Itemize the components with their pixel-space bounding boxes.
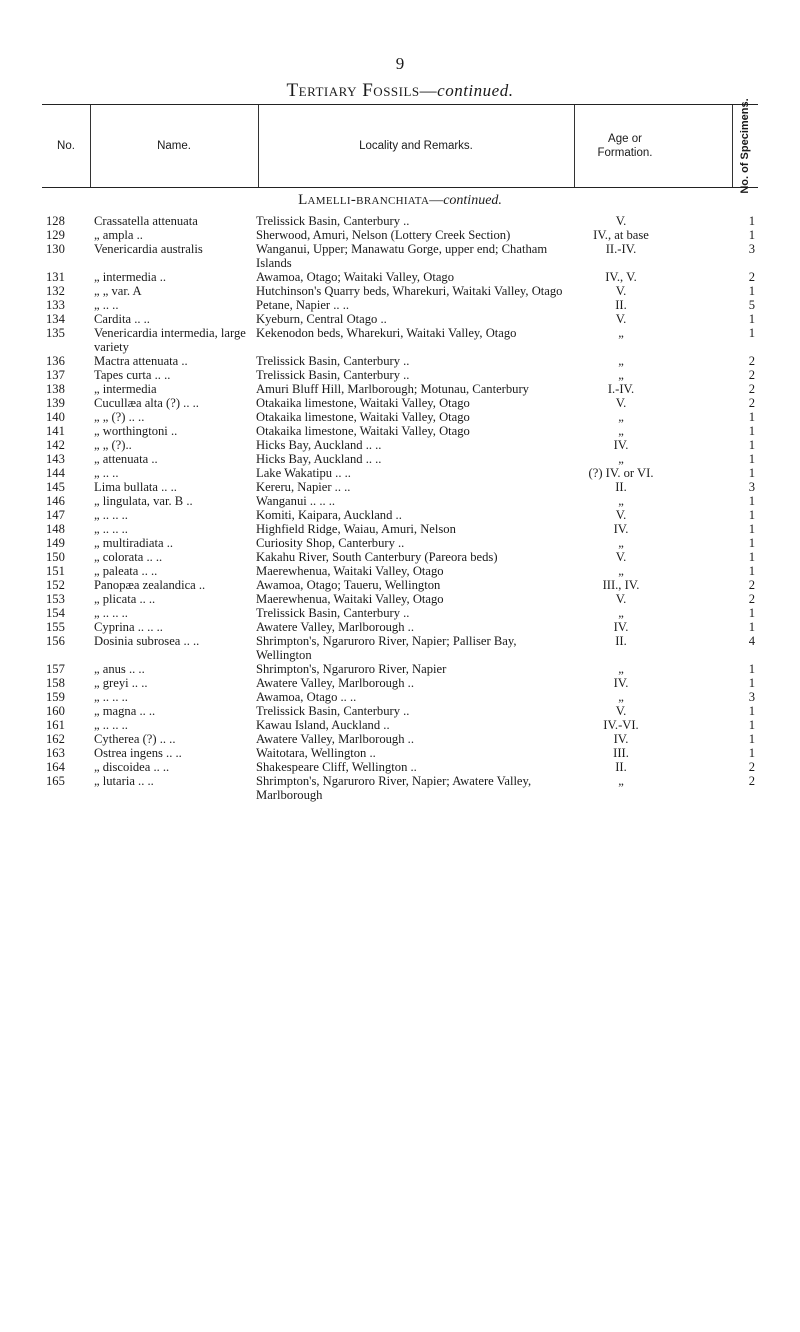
locality-remarks: Curiosity Shop, Canterbury .. <box>256 536 405 550</box>
table-row <box>42 214 758 228</box>
locality-remarks: Trelissick Basin, Canterbury .. <box>256 704 410 718</box>
specimen-count: 3 <box>748 480 755 494</box>
row-number: 137 <box>46 368 65 382</box>
specimen-count: 1 <box>748 536 755 550</box>
species-name: Venericardia australis <box>94 242 203 256</box>
table-body <box>42 214 758 802</box>
locality-remarks: Shrimpton's, Ngaruroro River, Napier; Palliser Bay, Wellington <box>256 634 517 662</box>
species-name: „ plicata .. .. <box>94 592 156 606</box>
locality-remarks: Awatere Valley, Marlborough .. <box>256 676 414 690</box>
age-formation: IV.-VI. <box>603 718 639 732</box>
header-age: Age or Formation. <box>597 133 653 159</box>
species-name: Venericardia intermedia, large variety <box>94 326 246 354</box>
age-formation: „ <box>618 494 624 508</box>
locality-remarks: Trelissick Basin, Canterbury .. <box>256 354 410 368</box>
row-number: 143 <box>46 452 65 466</box>
species-name: „ lingulata, var. B .. <box>94 494 193 508</box>
page-title: Tertiary Fossils—continued. <box>286 80 514 101</box>
locality-remarks: Petane, Napier .. .. <box>256 298 350 312</box>
species-name: Cytherea (?) .. .. <box>94 732 176 746</box>
row-number: 158 <box>46 676 65 690</box>
title-main: Tertiary Fossils <box>286 80 420 101</box>
species-name: „ greyi .. .. <box>94 676 148 690</box>
locality-remarks: Maerewhenua, Waitaki Valley, Otago <box>256 592 444 606</box>
specimen-count: 2 <box>748 774 755 788</box>
row-number: 128 <box>46 214 65 228</box>
row-number: 134 <box>46 312 65 326</box>
table-row <box>42 522 758 536</box>
specimen-count: 2 <box>748 382 755 396</box>
locality-remarks: Wanganui .. .. .. <box>256 494 336 508</box>
age-formation: V. <box>615 214 627 228</box>
table-row <box>42 438 758 452</box>
species-name: „ paleata .. .. <box>94 564 158 578</box>
table-row <box>42 746 758 760</box>
row-number: 129 <box>46 228 65 242</box>
locality-remarks: Awatere Valley, Marlborough .. <box>256 732 414 746</box>
table-row <box>42 368 758 382</box>
species-name: Mactra attenuata .. <box>94 354 188 368</box>
species-name: „ .. .. .. <box>94 606 128 620</box>
table-row <box>42 424 758 438</box>
locality-remarks: Amuri Bluff Hill, Marlborough; Motunau, Canterbury <box>256 382 529 396</box>
table-row <box>42 466 758 480</box>
row-number: 162 <box>46 732 65 746</box>
age-formation: „ <box>618 606 624 620</box>
age-formation: II. <box>615 634 627 648</box>
page-number: 9 <box>395 54 405 73</box>
age-formation: V. <box>615 396 627 410</box>
age-formation: IV. <box>613 676 629 690</box>
species-name: „ lutaria .. .. <box>94 774 154 788</box>
age-formation: II. <box>615 760 627 774</box>
locality-remarks: Lake Wakatipu .. .. <box>256 466 351 480</box>
locality-remarks: Otakaika limestone, Waitaki Valley, Otago <box>256 396 470 410</box>
row-number: 163 <box>46 746 65 760</box>
age-formation: „ <box>618 410 624 424</box>
table-row <box>42 270 758 284</box>
species-name: Crassatella attenuata <box>94 214 198 228</box>
row-number: 141 <box>46 424 65 438</box>
age-formation: „ <box>618 452 624 466</box>
locality-remarks: Wanganui, Upper; Manawatu Gorge, upper end; Chatham Islands <box>256 242 548 270</box>
specimen-count: 1 <box>748 606 755 620</box>
section-heading: Lamelli-branchiata—continued. <box>298 192 502 208</box>
specimen-count: 1 <box>748 312 755 326</box>
specimen-count: 5 <box>748 298 755 312</box>
age-formation: „ <box>618 424 624 438</box>
row-number: 136 <box>46 354 65 368</box>
locality-remarks: Awamoa, Otago .. .. <box>256 690 357 704</box>
row-number: 140 <box>46 410 65 424</box>
table-row <box>42 704 758 718</box>
locality-remarks: Trelissick Basin, Canterbury .. <box>256 368 410 382</box>
row-number: 146 <box>46 494 65 508</box>
table-row <box>42 508 758 522</box>
locality-remarks: Shrimpton's, Ngaruroro River, Napier; Awatere Valley, Marlborough <box>256 774 532 802</box>
row-number: 144 <box>46 466 65 480</box>
table-row <box>42 284 758 298</box>
row-number: 165 <box>46 774 65 788</box>
age-formation: V. <box>615 508 627 522</box>
specimen-count: 1 <box>748 438 755 452</box>
age-formation: „ <box>618 774 624 788</box>
species-name: Panopæa zealandica .. <box>94 578 206 592</box>
row-number: 157 <box>46 662 65 676</box>
specimen-count: 1 <box>748 284 755 298</box>
specimen-count: 2 <box>748 592 755 606</box>
specimen-count: 1 <box>748 466 755 480</box>
table-row <box>42 718 758 732</box>
age-formation: (?) IV. or VI. <box>588 466 654 480</box>
row-number: 147 <box>46 508 65 522</box>
age-formation: IV. <box>613 522 629 536</box>
table-row <box>42 760 758 774</box>
section-suffix: continued. <box>443 193 502 208</box>
age-formation: IV., V. <box>605 270 637 284</box>
age-formation: V. <box>615 704 627 718</box>
species-name: „ magna .. .. <box>94 704 156 718</box>
row-number: 150 <box>46 550 65 564</box>
specimen-count: 1 <box>748 732 755 746</box>
row-number: 154 <box>46 606 65 620</box>
locality-remarks: Otakaika limestone, Waitaki Valley, Otago <box>256 424 470 438</box>
species-name: „ .. .. .. <box>94 718 128 732</box>
age-formation: III., IV. <box>602 578 640 592</box>
table-row <box>42 536 758 550</box>
locality-remarks: Kyeburn, Central Otago .. <box>256 312 387 326</box>
locality-remarks: Kereru, Napier .. .. <box>256 480 351 494</box>
species-name: „ „ var. A <box>94 284 142 298</box>
specimen-count: 1 <box>748 424 755 438</box>
locality-remarks: Highfield Ridge, Waiau, Amuri, Nelson <box>256 522 456 536</box>
specimen-count: 2 <box>748 578 755 592</box>
table-row <box>42 690 758 704</box>
table-row <box>42 606 758 620</box>
locality-remarks: Waitotara, Wellington .. <box>256 746 376 760</box>
age-formation: IV., at base <box>593 228 649 242</box>
species-name: „ intermedia <box>94 382 157 396</box>
species-name: Tapes curta .. .. <box>94 368 171 382</box>
locality-remarks: Hutchinson's Quarry beds, Wharekuri, Waitaki Valley, Otago <box>256 284 563 298</box>
row-number: 161 <box>46 718 65 732</box>
row-number: 142 <box>46 438 65 452</box>
species-name: „ worthingtoni .. <box>94 424 178 438</box>
species-name: „ „ (?).. <box>94 438 132 452</box>
locality-remarks: Shrimpton's, Ngaruroro River, Napier <box>256 662 447 676</box>
species-name: Ostrea ingens .. .. <box>94 746 182 760</box>
age-formation: „ <box>618 564 624 578</box>
table-row <box>42 634 758 662</box>
row-number: 139 <box>46 396 65 410</box>
row-number: 153 <box>46 592 65 606</box>
locality-remarks: Awamoa, Otago; Waitaki Valley, Otago <box>256 270 454 284</box>
specimen-count: 2 <box>748 354 755 368</box>
header-specimens: No. of Specimens. <box>739 98 751 194</box>
species-name: „ intermedia .. <box>94 270 167 284</box>
row-number: 159 <box>46 690 65 704</box>
species-name: „ colorata .. .. <box>94 550 163 564</box>
age-formation: I.-IV. <box>607 382 635 396</box>
table-row <box>42 620 758 634</box>
row-number: 132 <box>46 284 65 298</box>
locality-remarks: Awamoa, Otago; Taueru, Wellington <box>256 578 441 592</box>
age-formation: „ <box>618 368 624 382</box>
section-main: Lamelli-branchiata <box>298 192 430 208</box>
table-row <box>42 676 758 690</box>
header-locality: Locality and Remarks. <box>359 140 473 152</box>
age-formation: „ <box>618 354 624 368</box>
table-row <box>42 480 758 494</box>
species-name: „ .. .. <box>94 466 119 480</box>
specimen-count: 3 <box>748 690 755 704</box>
age-formation: V. <box>615 592 627 606</box>
locality-remarks: Otakaika limestone, Waitaki Valley, Otago <box>256 410 470 424</box>
age-formation: „ <box>618 326 624 340</box>
species-name: „ .. .. .. <box>94 508 128 522</box>
locality-remarks: Kekenodon beds, Wharekuri, Waitaki Valley, Otago <box>256 326 517 340</box>
age-formation: „ <box>618 690 624 704</box>
specimen-count: 1 <box>748 662 755 676</box>
title-suffix: continued. <box>437 81 514 100</box>
species-name: „ multiradiata .. <box>94 536 174 550</box>
specimen-count: 1 <box>748 718 755 732</box>
table-row <box>42 312 758 326</box>
species-name: Cardita .. .. <box>94 312 150 326</box>
locality-remarks: Maerewhenua, Waitaki Valley, Otago <box>256 564 444 578</box>
age-formation: III. <box>613 746 629 760</box>
locality-remarks: Awatere Valley, Marlborough .. <box>256 620 414 634</box>
row-number: 156 <box>46 634 65 648</box>
specimen-count: 1 <box>748 522 755 536</box>
locality-remarks: Hicks Bay, Auckland .. .. <box>256 438 382 452</box>
row-number: 131 <box>46 270 65 284</box>
locality-remarks: Kakahu River, South Canterbury (Pareora beds) <box>256 550 498 564</box>
table-row <box>42 228 758 242</box>
age-formation: II. <box>615 298 627 312</box>
specimen-count: 2 <box>748 760 755 774</box>
specimen-count: 1 <box>748 228 755 242</box>
specimen-count: 2 <box>748 368 755 382</box>
table-row <box>42 354 758 368</box>
locality-remarks: Kawau Island, Auckland .. <box>256 718 390 732</box>
species-name: „ ampla .. <box>94 228 143 242</box>
species-name: „ attenuata .. <box>94 452 158 466</box>
row-number: 130 <box>46 242 65 256</box>
table-row <box>42 452 758 466</box>
species-name: Lima bullata .. .. <box>94 480 177 494</box>
table-row <box>42 396 758 410</box>
specimen-count: 1 <box>748 508 755 522</box>
species-name: „ .. .. .. <box>94 522 128 536</box>
table-row <box>42 550 758 564</box>
header-name: Name. <box>157 140 191 152</box>
specimen-count: 1 <box>748 410 755 424</box>
specimen-count: 1 <box>748 214 755 228</box>
locality-remarks: Trelissick Basin, Canterbury .. <box>256 214 410 228</box>
specimen-count: 1 <box>748 746 755 760</box>
specimen-count: 1 <box>748 564 755 578</box>
species-name: „ anus .. .. <box>94 662 145 676</box>
table-row <box>42 592 758 606</box>
specimen-count: 1 <box>748 494 755 508</box>
specimen-count: 1 <box>748 676 755 690</box>
row-number: 149 <box>46 536 65 550</box>
age-formation: IV. <box>613 438 629 452</box>
age-formation: V. <box>615 550 627 564</box>
age-formation: II.-IV. <box>605 242 637 256</box>
row-number: 148 <box>46 522 65 536</box>
row-number: 151 <box>46 564 65 578</box>
species-name: „ „ (?) .. .. <box>94 410 145 424</box>
row-number: 160 <box>46 704 65 718</box>
table-row <box>42 564 758 578</box>
specimen-count: 2 <box>748 270 755 284</box>
age-formation: IV. <box>613 732 629 746</box>
age-formation: V. <box>615 284 627 298</box>
specimen-count: 2 <box>748 396 755 410</box>
species-name: „ discoidea .. .. <box>94 760 170 774</box>
row-number: 152 <box>46 578 65 592</box>
row-number: 138 <box>46 382 65 396</box>
table-row <box>42 298 758 312</box>
locality-remarks: Shakespeare Cliff, Wellington .. <box>256 760 417 774</box>
locality-remarks: Trelissick Basin, Canterbury .. <box>256 606 410 620</box>
species-name: Cyprina .. .. .. <box>94 620 163 634</box>
age-formation: II. <box>615 480 627 494</box>
age-formation: IV. <box>613 620 629 634</box>
header-divider <box>574 105 575 187</box>
table-row <box>42 326 758 354</box>
locality-remarks: Hicks Bay, Auckland .. .. <box>256 452 382 466</box>
age-formation: „ <box>618 536 624 550</box>
specimen-count: 4 <box>748 634 755 648</box>
species-name: Dosinia subrosea .. .. <box>94 634 200 648</box>
table-row <box>42 578 758 592</box>
header-no: No. <box>57 140 75 152</box>
header-specimens-cell <box>732 98 758 194</box>
specimen-count: 1 <box>748 550 755 564</box>
row-number: 133 <box>46 298 65 312</box>
row-number: 155 <box>46 620 65 634</box>
table-header <box>42 98 758 194</box>
specimen-count: 1 <box>748 620 755 634</box>
age-formation: V. <box>615 312 627 326</box>
table-row <box>42 382 758 396</box>
row-number: 135 <box>46 326 65 340</box>
locality-remarks: Sherwood, Amuri, Nelson (Lottery Creek Section) <box>256 228 511 242</box>
specimen-count: 1 <box>748 326 755 340</box>
table-row <box>42 410 758 424</box>
table-row <box>42 494 758 508</box>
locality-remarks: Komiti, Kaipara, Auckland .. <box>256 508 402 522</box>
table-row <box>42 242 758 270</box>
specimen-count: 1 <box>748 452 755 466</box>
age-formation: „ <box>618 662 624 676</box>
row-number: 145 <box>46 480 65 494</box>
species-name: „ .. .. .. <box>94 690 128 704</box>
table-row <box>42 662 758 676</box>
species-name: Cucullæa alta (?) .. .. <box>94 396 199 410</box>
table-row <box>42 774 758 802</box>
row-number: 164 <box>46 760 65 774</box>
specimen-count: 3 <box>748 242 755 256</box>
specimen-count: 1 <box>748 704 755 718</box>
species-name: „ .. .. <box>94 298 119 312</box>
table-row <box>42 732 758 746</box>
